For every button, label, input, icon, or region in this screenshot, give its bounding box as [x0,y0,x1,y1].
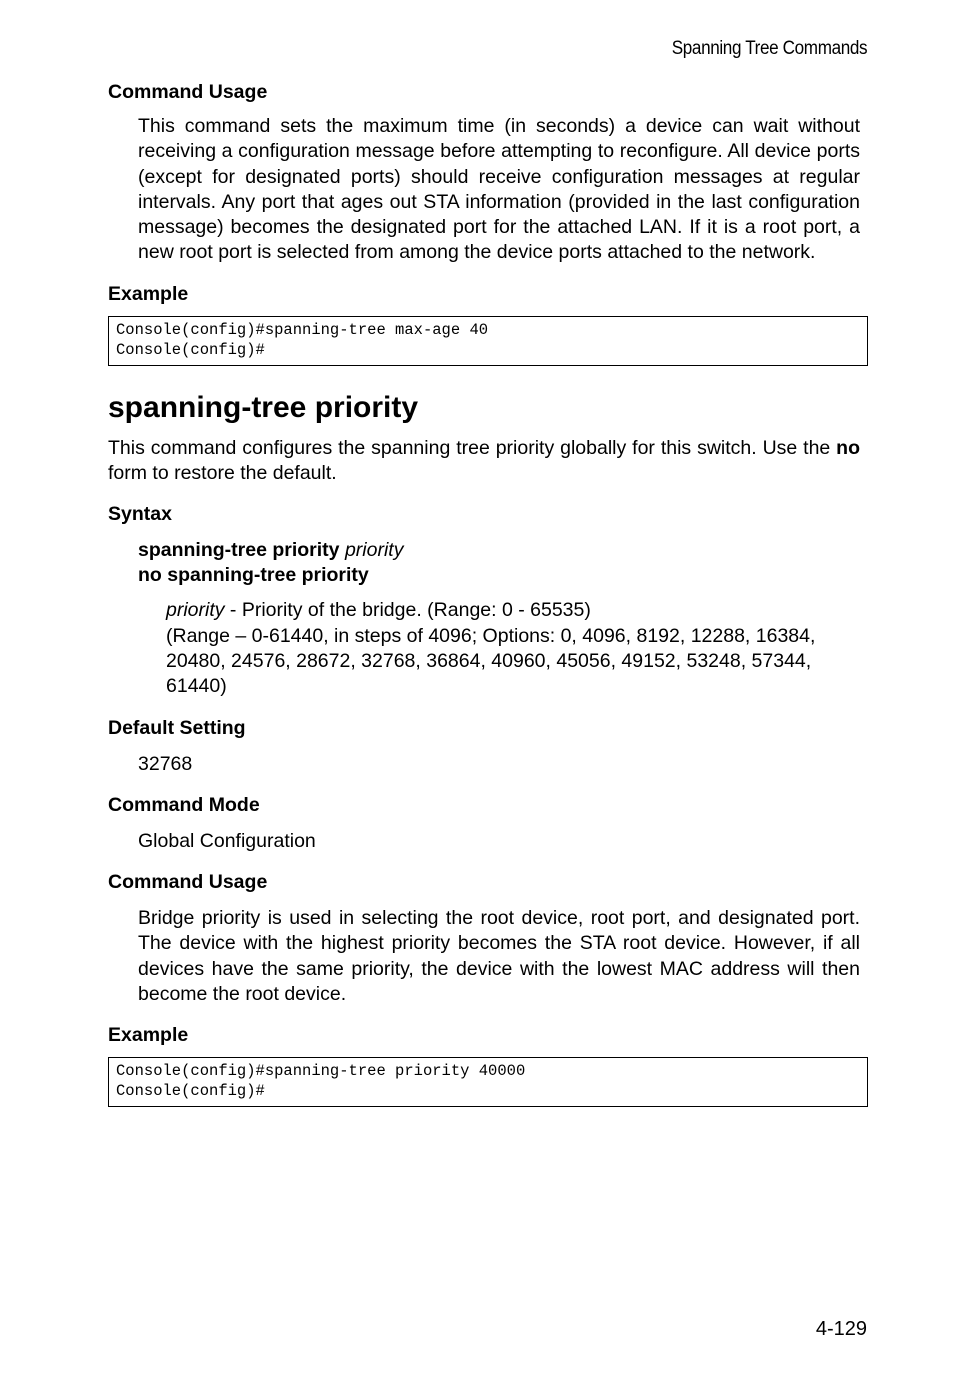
example-heading: Example [108,1024,189,1047]
prev-command-usage-heading: Command Usage [108,81,268,103]
intro-text: This command configures the spanning tree priority globally for this switch. Use the [108,436,837,459]
syntax-no-command: no spanning-tree priority [138,564,369,587]
code-line: Console(config)#spanning-tree priority 40000 [116,1062,526,1081]
code-line: Console(config)# [116,1082,265,1101]
prev-example-code-box [108,316,868,366]
code-line: Console(config)#spanning-tree max-age 40 [116,320,489,339]
param-desc: - Priority of the bridge. (Range: 0 - 65535) [224,599,591,622]
syntax-command: spanning-tree priority [138,539,340,562]
prev-command-usage-text: This command sets the maximum time (in seconds) a device can wait without receiving a configuration message before attempting to reconfigure. All device ports (except for designated ports) should receive configuration messages at regular intervals. Any port that ages out STA information (provided in the last configuration message) becomes the designated port for the attached LAN. If it is a root port, a new root port is selected from among the device ports attached to the network. [138,115,860,264]
command-mode-heading: Command Mode [108,793,260,816]
param-line [166,598,860,623]
command-mode-value: Global Configuration [138,829,316,852]
prev-example-heading: Example [108,282,189,305]
code-line: Console(config)# [116,340,265,359]
page-content [108,78,868,1107]
parameter-description [108,598,860,699]
default-setting-value: 32768 [138,752,193,775]
syntax-heading: Syntax [108,503,172,526]
default-setting-heading: Default Setting [108,716,246,739]
command-usage-heading: Command Usage [108,871,268,894]
running-header: Spanning Tree Commands [671,38,867,59]
syntax-block [108,538,868,588]
syntax-parameter: priority [344,539,404,562]
param-name: priority [166,599,225,622]
intro-text-end: form to restore the default. [108,462,337,485]
section-title: spanning-tree priority [108,390,419,424]
page-number: 4-129 [815,1318,867,1340]
syntax-line-2 [138,563,868,588]
syntax-line-1 [138,538,868,563]
command-usage-text: Bridge priority is used in selecting the root device, root port, and designated port. The device with the highest priority becomes the STA root device. However, if all devices have the same priority, the device with the lowest MAC address will then become the root device. [138,907,860,1006]
section-intro [108,436,860,487]
intro-keyword: no [836,436,860,459]
example-code-box [108,1057,868,1107]
param-range: (Range – 0-61440, in steps of 4096; Options: 0, 4096, 8192, 12288, 16384, 20480, 24576, 28672, 32768, 36864, 40960, 45056, 49152, 53248, 57344, 61440) [166,624,816,698]
